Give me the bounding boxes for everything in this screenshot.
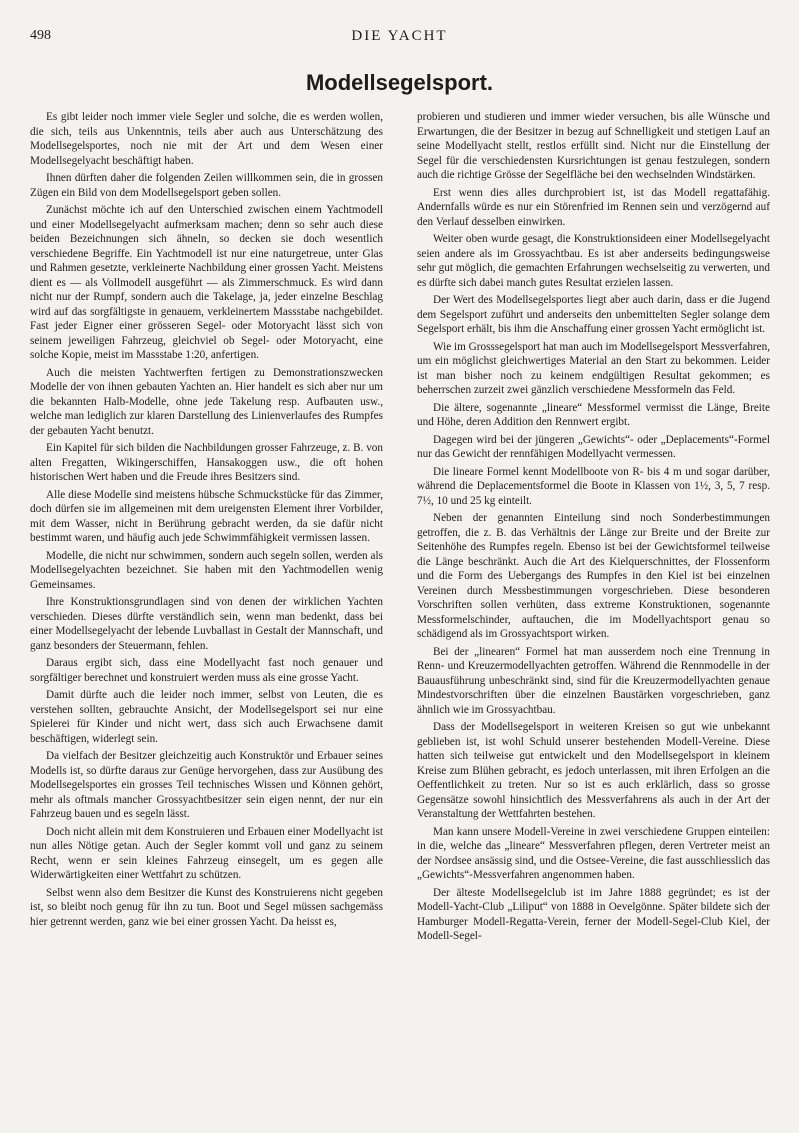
- right-column: [417, 110, 770, 1125]
- paragraph: Dass der Modellsegelsport in weiteren Kreisen so gut wie unbekannt geblieben ist, ist wohl Schuld unserer bestehenden Modell-Vereine. Diese hatten sich teilweise gut entwickelt und den Modellsegelsport in kleinem Kreise zum Blühen gebracht, es jedoch unterlassen, mit ihren Erfolgen an die Oeffentlichkeit zu treten. Nur so ist es auch erklärlich, dass so grosse Gegensätze sowohl hinsichtlich des Messverfahrens als auch in der Art der Veranstaltung der Wettfahrten bestehen.: [417, 721, 770, 820]
- paragraph: Doch nicht allein mit dem Konstruieren und Erbauen einer Modellyacht ist nun alles Nötige getan. Auch der Segler kommt voll und ganz zu seinem Recht, wenn er sein kleines Fahrzeug einsegelt, um es gegen alle Widerwärtigkeiten einer Wettfahrt zu schützen.: [30, 825, 383, 881]
- paragraph: Die lineare Formel kennt Modellboote von R- bis 4 m und sogar darüber, während die Deplacementsformel die Boote in Klassen von 1½, 3, 5, 7 resp. 7½, 10 und 25 kg einteilt.: [417, 465, 770, 507]
- paragraph: Damit dürfte auch die leider noch immer, selbst von Leuten, die es verstehen sollten, gebrauchte Ansicht, der Modellsegelsport sei nur eine Spielerei für Kinder und nicht wert, dass sich auch Erwachsene damit beschäftigen, widerlegt sein.: [30, 689, 383, 745]
- paragraph: Da vielfach der Besitzer gleichzeitig auch Konstruktör und Erbauer seines Modells ist, so dürfte daraus zur Genüge hervorgehen, dass zur Ausübung des Modellsegelsportes ein grosses Teil technisches Wissen und Können gehört, mehr als oftmals mancher Grossyachtbesitzer sein eigen nennt, der nur ein Fahrzeug bauen und es segeln lässt.: [30, 750, 383, 820]
- paragraph: Alle diese Modelle sind meistens hübsche Schmuckstücke für das Zimmer, doch dürfen sie im allgemeinen mit dem ureigensten Element ihrer Vorbilder, mit dem Wasser, nicht in Berührung gebracht werden, da sie dafür nicht bestimmt waren, und häufig auch jede Schwimmfähigkeit vermissen lassen.: [30, 488, 383, 544]
- page-number: 498: [30, 28, 51, 43]
- paragraph: Auch die meisten Yachtwerften fertigen zu Demonstrationszwecken Modelle der von ihnen gebauten Yachten an. Hier handelt es sich aber nur um die bekannten Halb-Modelle, ohne jede Takelung resp. Aufbauten usw., welche man lediglich zur klaren Darstellung des Linienverlaufes des Rumpfes der gebauten Yacht benutzt.: [30, 366, 383, 437]
- paragraph: Man kann unsere Modell-Vereine in zwei verschiedene Gruppen einteilen: in die, welche das „lineare“ Messverfahren pflegen, deren Vertreter meist an der Nordsee ansässig sind, und die Ostsee-Vereine, die fast ausschliesslich das „Gewichts“-Messverfahren angenommen haben.: [417, 825, 770, 881]
- paragraph: Modelle, die nicht nur schwimmen, sondern auch segeln sollen, werden als Modellsegelyachten bezeichnet. Sie haben mit den Yachtmodellen wenig Gemeinsames.: [30, 549, 383, 591]
- paragraph: Selbst wenn also dem Besitzer die Kunst des Konstruierens nicht gegeben ist, so bleibt noch genug für ihn zu tun. Boot und Segel müssen sachgemäss hier getrennt werden, ganz wie bei einer grossen Yacht. Da heisst es,: [30, 886, 383, 928]
- paragraph: Bei der „linearen“ Formel hat man ausserdem noch eine Trennung in Renn- und Kreuzermodellyachten getroffen. Während die Rennmodelle in der Bauausführung unbeschränkt sind, sind für die Kreuzermodellyachten genaue Mindestvorschriften über die einzelnen Baustärken vorgeschrieben, ganz ähnlich wie im Grossyachtbau.: [417, 645, 770, 716]
- paragraph: Wie im Grosssegelsport hat man auch im Modellsegelsport Messverfahren, um ein möglichst gleichwertiges Material an den Start zu bekommen. Leider ist man bisher noch zu keinem endgültigen Resultat gekommen; es beherrschen zurzeit zwei gänzlich verschiedene Messformeln das Feld.: [417, 340, 770, 396]
- paragraph: Ihnen dürften daher die folgenden Zeilen willkommen sein, die in grossen Zügen ein Bild von dem Modellsegelsport geben sollen.: [30, 172, 383, 199]
- paragraph: Neben der genannten Einteilung sind noch Sonderbestimmungen getroffen, die z. B. das Verhältnis der Länge zur Breite und der Breite zur Seitenhöhe des Rumpfes regeln. Ebenso ist bei der Gewichtsformel teilweise die Länge beschränkt. Auch die Art des Kielquerschnittes, der Flossenform und die Form des Uebergangs des Rumpfes in den Kiel ist bei einzelnen Vereinen durch Messbestimmungen vorgeschrieben. Diese besonderen Vorschriften sollen verhüten, dass extreme Konstruktionen, sogenannte Messformelschinder, auftauchen, die im Modellyachtsport genau so schädigend als im Grossyachtsport wirken.: [417, 512, 770, 640]
- paragraph: probieren und studieren und immer wieder versuchen, bis alle Wünsche und Erwartungen, die der Besitzer in bezug auf Schnelligkeit und stetigen Lauf an seine Modellyacht stellt, restlos erfüllt sind. Nicht nur die Einstellung der Segel für die verschiedensten Kursrichtungen ist genau festzulegen, sondern auch die richtige Grösse der Segelfläche bei den wechselnden Windstärken.: [417, 111, 770, 181]
- paragraph: Die ältere, sogenannte „lineare“ Messformel vermisst die Länge, Breite und Höhe, deren Addition den Rennwert ergibt.: [417, 401, 770, 428]
- paragraph: Ihre Konstruktionsgrundlagen sind von denen der wirklichen Yachten verschieden. Dieses dürfte verständlich sein, wenn man bedenkt, dass bei einer Modellsegelyacht der lebende Luvballast in Gestalt der Mannschaft, und ganz besonders der Steuermann, fehlen.: [30, 596, 383, 652]
- paragraph: Ein Kapitel für sich bilden die Nachbildungen grosser Fahrzeuge, z. B. von alten Fregatten, Wikingerschiffen, Hansakoggen usw., die oft hohen historischen Wert haben und die Freude ihres Besitzers sind.: [30, 442, 383, 483]
- article-title: Modellsegelsport.: [305, 70, 494, 95]
- paragraph: Daraus ergibt sich, dass eine Modellyacht fast noch genauer und sorgfältiger berechnet und konstruiert werden muss als eine grosse Yacht.: [30, 657, 383, 684]
- paragraph: Es gibt leider noch immer viele Segler und solche, die es werden wollen, die sich, teils aus Unkenntnis, teils aber auch aus Unterschätzung des Modellsegelsportes, noch nie mit der Art und dem Wesen einer Modellsegelyacht beschäftigt haben.: [30, 111, 383, 167]
- paragraph: Zunächst möchte ich auf den Unterschied zwischen einem Yachtmodell und einer Modellsegelyacht aufmerksam machen; denn so sehr auch diese beiden Bezeichnungen sich ähneln, so decken sie doch wesentlich verschiedene Begriffe. Ein Yachtmodell ist nur eine naturgetreue, unter Glas und Rahmen gesetzte, verkleinerte Nachbildung einer grossen Yacht. Meistens dient es — als Vollmodell ausgeführt — als Zimmerschmuck. Es wird dann nicht nur der Rumpf, sondern auch die Takelage, ja, jeder einzelne Beschlag wird auf das sorgfältigste in genauem, verkleinertem Massstabe nachgebildet. Fast jeder Eigner einer grösseren Segel- oder Motoryacht lässt sich von seinem jeweiligen Fahrzeug, gleichviel ob Segel- oder Motoryacht, eine solche Kopie, meist im Massstabe 1:20, anfertigen.: [30, 204, 383, 361]
- article-body: [30, 110, 770, 1125]
- left-column: [30, 110, 383, 1125]
- running-head: [30, 28, 769, 48]
- paragraph: Dagegen wird bei der jüngeren „Gewichts“- oder „Deplacements“-Formel nur das Gewicht der rennfähigen Modellyacht vermessen.: [417, 433, 770, 460]
- paragraph: Erst wenn dies alles durchprobiert ist, ist das Modell regattafähig. Andernfalls würde es nur ein Störenfried im Rennen sein und verzögernd auf den Verlauf desselben einwirken.: [417, 186, 770, 228]
- paragraph: Der älteste Modellsegelclub ist im Jahre 1888 gegründet; es ist der Modell-Yacht-Club „Liliput“ von 1888 in Oevelgönne. Später bildete sich der Hamburger Modell-Regatta-Verein, ferner der Modell-Segel-Club Kiel, der Modell-Segel-: [417, 886, 770, 942]
- journal-title: DIE YACHT: [351, 28, 448, 44]
- paragraph: Weiter oben wurde gesagt, die Konstruktionsideen einer Modellsegelyacht seien andere als im Grossyachtbau. Es ist aber anderseits bedingungsweise sehr gut möglich, die gemachten Erfahrungen wechselseitig zu verwerten, und es dürfte sich dabei manch gutes Resultat erzielen lassen.: [417, 233, 770, 289]
- paragraph: Der Wert des Modellsegelsportes liegt aber auch darin, dass er die Jugend dem Segelsport zuführt und anderseits den unbemittelten Segler solange dem Segelsport erhält, bis ihm die Anschaffung einer grossen Yacht ermöglicht ist.: [417, 294, 770, 335]
